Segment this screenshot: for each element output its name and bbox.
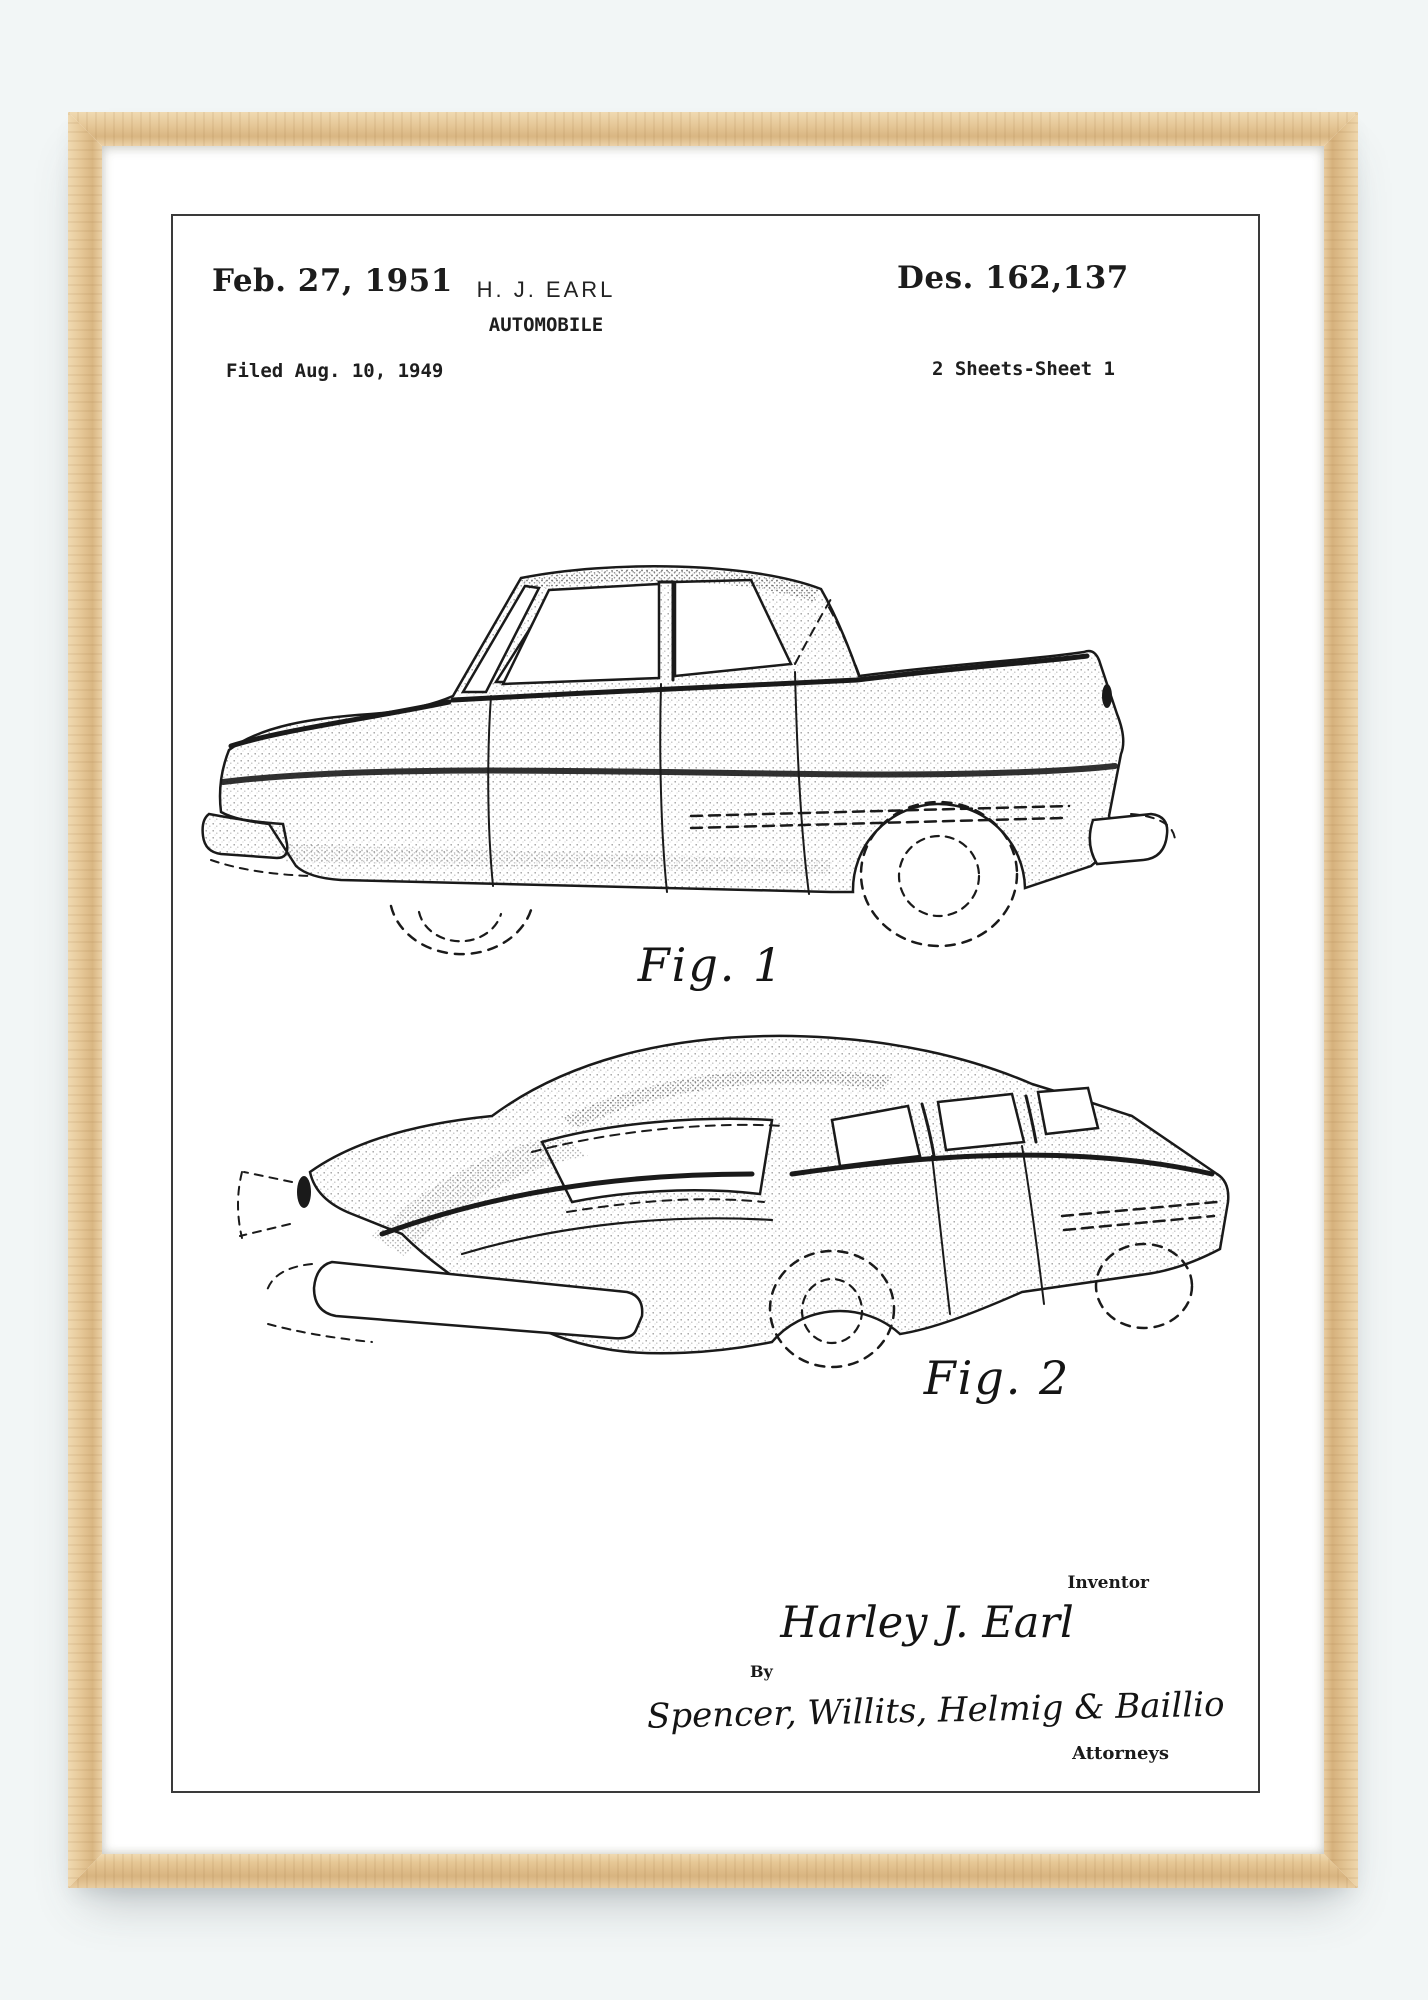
figure2-label: Fig. 2 bbox=[923, 1351, 1071, 1405]
patent-issue-date: Feb. 27, 1951 bbox=[212, 263, 453, 299]
poster-paper bbox=[102, 146, 1324, 1854]
patent-design-number: Des. 162,137 bbox=[897, 260, 1129, 296]
inventor-label: Inventor bbox=[1067, 1573, 1149, 1593]
fig1-rear-wheel bbox=[861, 802, 1017, 946]
patent-filed-line: Filed Aug. 10, 1949 bbox=[226, 360, 444, 382]
figure1-automobile-side-view bbox=[191, 514, 1181, 956]
frame-bar-right bbox=[1324, 112, 1358, 1888]
frame-bar-top bbox=[68, 112, 1358, 146]
car-rear-drawing bbox=[238, 1036, 1228, 1367]
patent-inventor-header: H. J. EARL bbox=[476, 277, 616, 302]
picture-frame bbox=[68, 112, 1358, 1888]
patent-title: AUTOMOBILE bbox=[488, 314, 604, 336]
by-label: By bbox=[750, 1662, 773, 1681]
inventor-signature: Harley J. Earl bbox=[780, 1598, 1074, 1648]
fig1-front-wheel bbox=[391, 906, 531, 954]
car-side-drawing bbox=[203, 566, 1175, 954]
attorney-signature: Spencer, Willits, Helmig & Baillio bbox=[646, 1684, 1225, 1737]
attorneys-label: Attorneys bbox=[1072, 1743, 1169, 1764]
patent-sheet-line: 2 Sheets-Sheet 1 bbox=[931, 358, 1115, 380]
frame-bar-bottom bbox=[68, 1854, 1358, 1888]
patent-sheet-border bbox=[171, 214, 1260, 1793]
frame-bar-left bbox=[68, 112, 102, 1888]
figure1-label: Fig. 1 bbox=[637, 938, 785, 992]
figure2-automobile-rear-view bbox=[232, 1024, 1244, 1374]
